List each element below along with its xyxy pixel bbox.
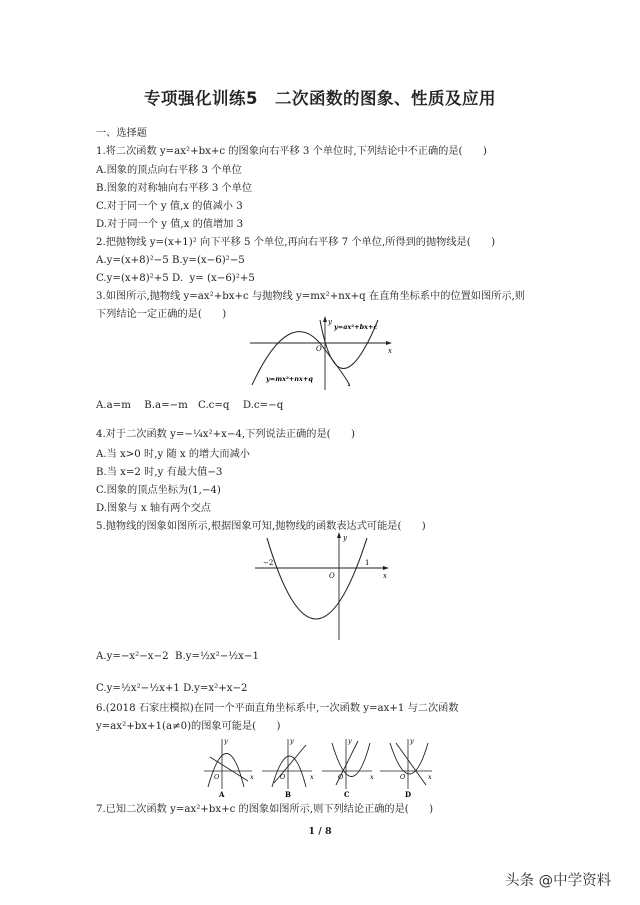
label-mx2: y=mx²+nx+q	[266, 375, 313, 383]
parabola	[267, 538, 370, 619]
question-3: 3.如图所示,抛物线 y=ax²+bx+c 与抛物线 y=mx²+nx+q 在直角坐标系中的位置如图所示,则	[96, 291, 525, 302]
question-7: 7.已知二次函数 y=ax²+bx+c 的图象如图所示,则下列结论正确的是( )	[96, 804, 434, 815]
option-b-label: B	[285, 790, 291, 797]
page-title: 专项强化训练5 二次函数的图象、性质及应用	[144, 89, 496, 108]
svg-text:x: x	[370, 773, 374, 781]
x-axis-arrow	[383, 566, 389, 570]
question-6: 6.(2018 石家庄模拟)在同一个平面直角坐标系中,一次函数 y=ax+1 与二次函数	[96, 703, 459, 714]
q1-option-a: A.图象的顶点向右平移 3 个单位	[96, 165, 242, 176]
svg-text:O: O	[280, 773, 286, 781]
origin-label: O	[316, 345, 322, 353]
q6-graph-a	[204, 737, 254, 797]
question-6-cont: y=ax²+bx+1(a≠0)的图象可能是( )	[96, 721, 281, 732]
svg-text:y: y	[290, 737, 294, 745]
y-axis-arrow	[323, 316, 327, 322]
question-4: 4.对于二次函数 y=−¼x²+x−4,下列说法正确的是( )	[96, 429, 355, 440]
q4-option-a: A.当 x>0 时,y 随 x 的增大而减小	[96, 449, 250, 460]
question-3-cont: 下列结论一定正确的是( )	[96, 309, 227, 320]
watermark: 头条 @中学资料	[505, 873, 612, 889]
q2-options-cd: C.y=(x+8)²+5 D. y= (x−6)²+5	[96, 273, 255, 284]
q6-graph-c	[322, 737, 374, 797]
label-ax2: y=ax²+bx+c	[334, 323, 378, 331]
q3-figure	[250, 315, 395, 390]
q1-option-c: C.对于同一个 y 值,x 的值减小 3	[96, 201, 243, 212]
question-5: 5.抛物线的图象如图所示,根据图象可知,抛物线的函数表达式可能是( )	[96, 521, 426, 532]
svg-text:y: y	[348, 737, 352, 745]
svg-text:x: x	[310, 773, 314, 781]
svg-text:x: x	[250, 773, 254, 781]
q2-options-ab: A.y=(x+8)²−5 B.y=(x−6)²−5	[96, 255, 245, 266]
svg-text:O: O	[214, 773, 220, 781]
tick-1: 1	[365, 559, 370, 567]
question-1: 1.将二次函数 y=ax²+bx+c 的图象向右平移 3 个单位时,下列结论中不正确的是( )	[96, 146, 487, 157]
q5-figure	[255, 530, 395, 640]
x-label: x	[388, 347, 392, 355]
option-c-label: C	[344, 790, 350, 797]
q4-option-b: B.当 x=2 时,y 有最大值−3	[96, 467, 223, 478]
q6-figures	[200, 735, 435, 797]
option-a-label: A	[219, 790, 225, 797]
q6-graph-b	[262, 737, 314, 797]
svg-text:O: O	[400, 773, 406, 781]
svg-text:O: O	[338, 773, 344, 781]
y-axis-arrow	[337, 532, 341, 538]
x-label: x	[383, 572, 387, 580]
page-number: 1 / 8	[308, 826, 332, 837]
svg-text:x: x	[428, 773, 432, 781]
y-label: y	[328, 318, 332, 326]
svg-text:y: y	[224, 737, 228, 745]
svg-text:y: y	[410, 737, 414, 745]
section-heading: 一、选择题	[96, 128, 147, 139]
option-d-label: D	[405, 790, 412, 797]
q1-option-d: D.对于同一个 y 值,x 的值增加 3	[96, 219, 244, 230]
q5-options-cd: C.y=½x²−½x+1 D.y=x²+x−2	[96, 683, 248, 694]
x-axis-arrow	[386, 341, 392, 345]
q4-option-c: C.图象的顶点坐标为(1,−4)	[96, 485, 221, 496]
q1-option-b: B.图象的对称轴向右平移 3 个单位	[96, 183, 253, 194]
q3-options: A.a=m B.a=−m C.c=q D.c=−q	[96, 400, 284, 411]
tick-neg2: −2	[263, 559, 274, 567]
question-2: 2.把抛物线 y=(x+1)² 向下平移 5 个单位,再向右平移 7 个单位,所得到的抛物线是( )	[96, 237, 496, 248]
y-label: y	[343, 534, 347, 542]
q6-graph-d	[380, 737, 432, 797]
q4-option-d: D.图象与 x 轴有两个交点	[96, 503, 211, 514]
q5-options-ab: A.y=−x²−x−2 B.y=½x²−½x−1	[96, 651, 259, 662]
origin-label: O	[329, 572, 335, 580]
